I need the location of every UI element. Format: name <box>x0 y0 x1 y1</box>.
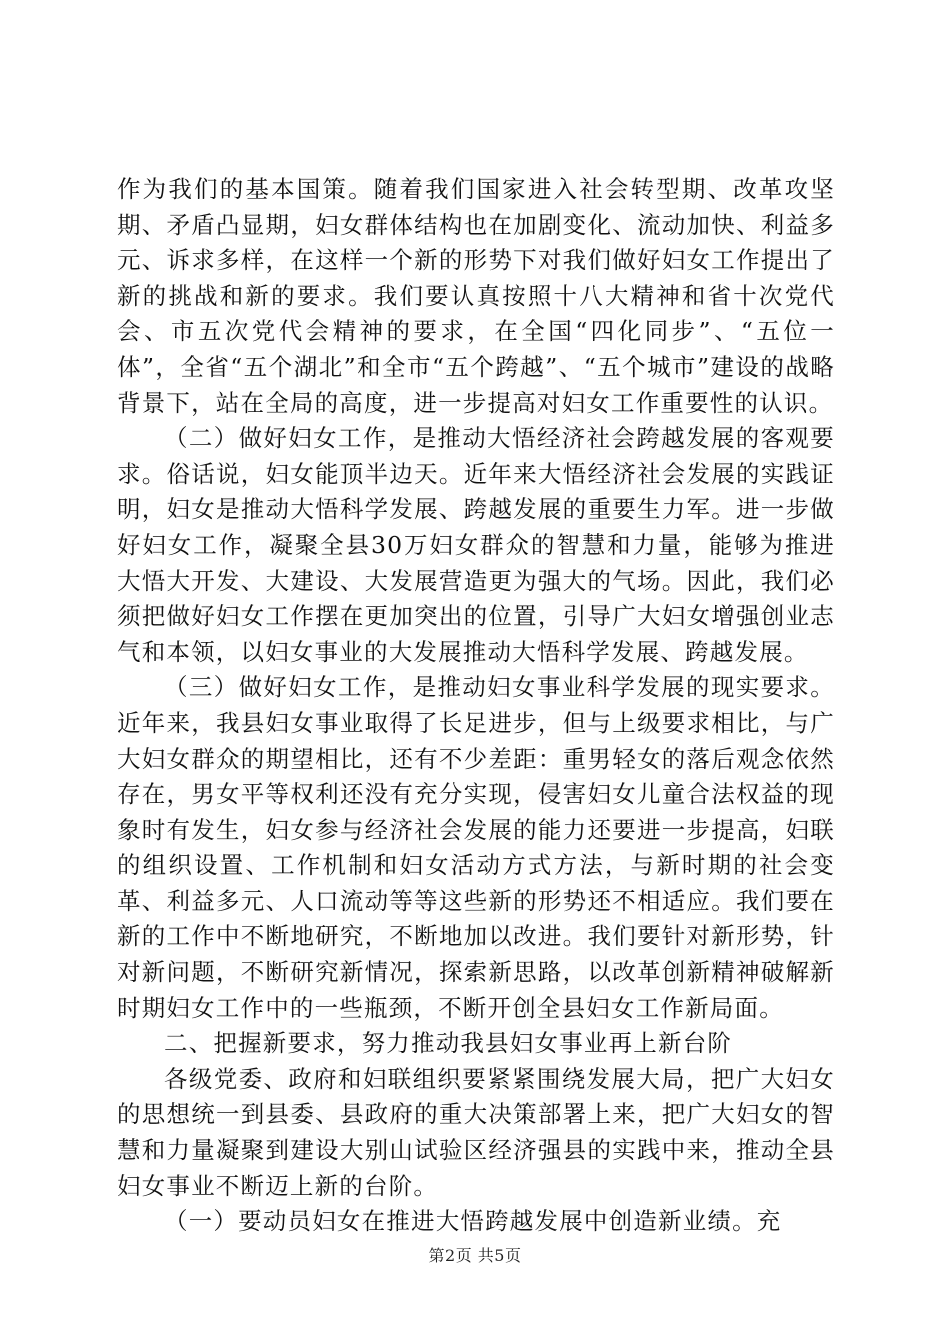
document-body <box>117 172 835 1240</box>
paragraph-party-committees: 各级党委、政府和妇联组织要紧紧围绕发展大局，把广大妇女的思想统一到县委、县政府的重大决策部署上来，把广大妇女的智慧和力量凝聚到建设大别山试验区经济强县的实践中来，推动全县妇女事业不断迈上新的台阶。 <box>117 1064 835 1200</box>
paragraph-womens-cause: （三）做好妇女工作，是推动妇女事业科学发展的现实要求。近年来，我县妇女事业取得了长足进步，但与上级要求相比，与广大妇女群众的期望相比，还有不少差距：重男轻女的落后观念依然存在，男女平等权利还没有充分实现，侵害妇女儿童合法权益的现象时有发生，妇女参与经济社会发展的能力还要进一步提高，妇联的组织设置、工作机制和妇女活动方式方法，与新时期的社会变革、利益多元、人口流动等等这些新的形势还不相适应。我们要在新的工作中不断地研究，不断地加以改进。我们要针对新形势，针对新问题，不断研究新情况，探索新思路，以改革创新精神破解新时期妇女工作中的一些瓶颈，不断开创全县妇女工作新局面。 <box>117 673 835 1022</box>
page-number-footer: 第2页 共5页 <box>428 1246 522 1265</box>
paragraph-national-policy: 作为我们的基本国策。随着我们国家进入社会转型期、改革攻坚期、矛盾凸显期，妇女群体结构也在加剧变化、流动加快、利益多元、诉求多样，在这样一个新的形势下对我们做好妇女工作提出了新的挑战和新的要求。我们要认真按照十八大精神和省十次党代会、市五次党代会精神的要求，在全国“四化同步”、“五位一体”，全省“五个湖北”和全市“五个跨越”、“五个城市”建设的战略背景下，站在全局的高度，进一步提高对妇女工作重要性的认识。 <box>117 175 835 417</box>
paragraph-mobilize-women: （一）要动员妇女在推进大悟跨越发展中创造新业绩。充 <box>164 1207 782 1236</box>
section-heading-two: 二、把握新要求，努力推动我县妇女事业再上新台阶 <box>164 1029 733 1058</box>
paragraph-economic-development: （二）做好妇女工作，是推动大悟经济社会跨越发展的客观要求。俗话说，妇女能顶半边天。近年来大悟经济社会发展的实践证明，妇女是推动大悟科学发展、跨越发展的重要生力军。进一步做好妇女工作，凝聚全县30万妇女群众的智慧和力量，能够为推进大悟大开发、大建设、大发展营造更为强大的气场。因此，我们必须把做好妇女工作摆在更加突出的位置，引导广大妇女增强创业志气和本领，以妇女事业的大发展推动大悟科学发展、跨越发展。 <box>117 424 835 666</box>
